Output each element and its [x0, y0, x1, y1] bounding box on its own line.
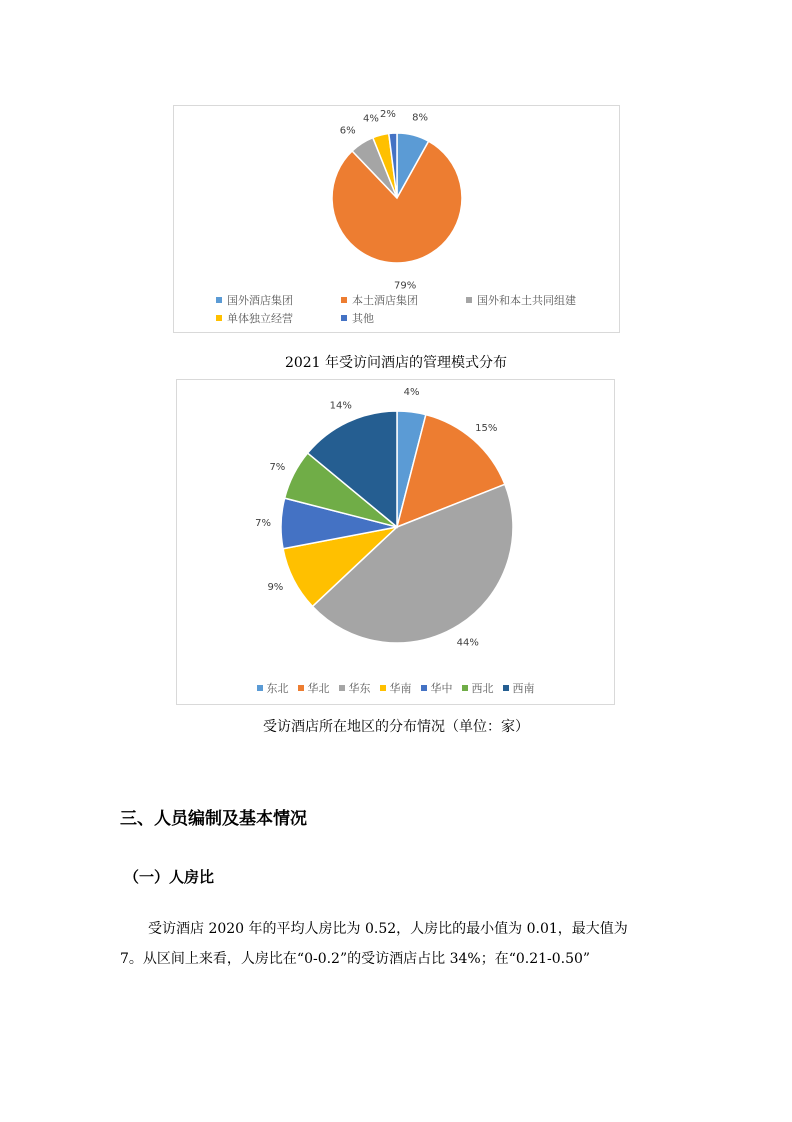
- legend-swatch: [462, 685, 468, 691]
- legend-label: 东北: [266, 682, 289, 695]
- legend-swatch: [341, 315, 347, 321]
- legend-label: 华东: [348, 682, 371, 695]
- legend-item: [462, 680, 494, 696]
- legend-swatch: [421, 685, 427, 691]
- legend-item: [341, 292, 418, 308]
- legend-label: 本土酒店集团: [352, 294, 418, 307]
- legend-label: 其他: [352, 312, 374, 325]
- legend-swatch: [298, 685, 304, 691]
- chart2-caption: 受访酒店所在地区的分布情况（单位：家）: [263, 719, 529, 735]
- slice-value-label: 9%: [267, 581, 284, 593]
- legend-item: [339, 680, 371, 696]
- legend-label: 国外酒店集团: [227, 294, 293, 307]
- legend-label: 华中: [430, 682, 453, 695]
- slice-value-label: 4%: [362, 113, 379, 125]
- slice-value-label: 44%: [456, 637, 479, 649]
- legend-swatch: [339, 685, 345, 691]
- legend-swatch: [341, 297, 347, 303]
- chart1-caption: 2021 年受访问酒店的管理模式分布: [284, 355, 508, 371]
- legend-item: [216, 292, 293, 308]
- slice-value-label: 4%: [403, 387, 420, 399]
- slice-value-label: 14%: [329, 400, 352, 412]
- legend-swatch: [380, 685, 386, 691]
- region-distribution-pie: [177, 380, 616, 706]
- legend-label: 华南: [389, 682, 412, 695]
- subsection-heading: （一）人房比: [124, 868, 215, 886]
- legend-label: 西北: [471, 682, 494, 695]
- slice-value-label: 7%: [269, 462, 286, 474]
- section-heading: 三、人员编制及基本情况: [120, 809, 307, 829]
- legend-item: [466, 292, 576, 308]
- chart2-legend: [177, 680, 614, 696]
- slice-value-label: 2%: [379, 109, 396, 121]
- legend-item: [298, 680, 330, 696]
- legend-label: 华北: [307, 682, 330, 695]
- legend-item: [380, 680, 412, 696]
- legend-item: [503, 680, 535, 696]
- management-mode-chart: [173, 105, 620, 333]
- legend-swatch: [466, 297, 472, 303]
- legend-swatch: [216, 297, 222, 303]
- slice-value-label: 79%: [394, 280, 417, 292]
- legend-label: 西南: [512, 682, 535, 695]
- legend-label: 国外和本土共同组建: [477, 294, 576, 307]
- slice-value-label: 8%: [412, 112, 429, 124]
- legend-item: [341, 310, 374, 326]
- legend-item: [421, 680, 453, 696]
- legend-label: 单体独立经营: [227, 312, 293, 325]
- legend-item: [216, 310, 293, 326]
- legend-swatch: [503, 685, 509, 691]
- paragraph-line: 受访酒店 2020 年的平均人房比为 0.52，人房比的最小值为 0.01，最大值为: [148, 921, 628, 937]
- legend-swatch: [257, 685, 263, 691]
- slice-value-label: 7%: [255, 517, 272, 529]
- legend-item: [257, 680, 289, 696]
- legend-swatch: [216, 315, 222, 321]
- paragraph-line: 7。从区间上来看，人房比在“0-0.2”的受访酒店占比 34%；在“0.21-0.50”: [120, 951, 591, 967]
- slice-value-label: 15%: [475, 422, 498, 434]
- slice-value-label: 6%: [339, 125, 356, 137]
- region-distribution-chart: [176, 379, 615, 705]
